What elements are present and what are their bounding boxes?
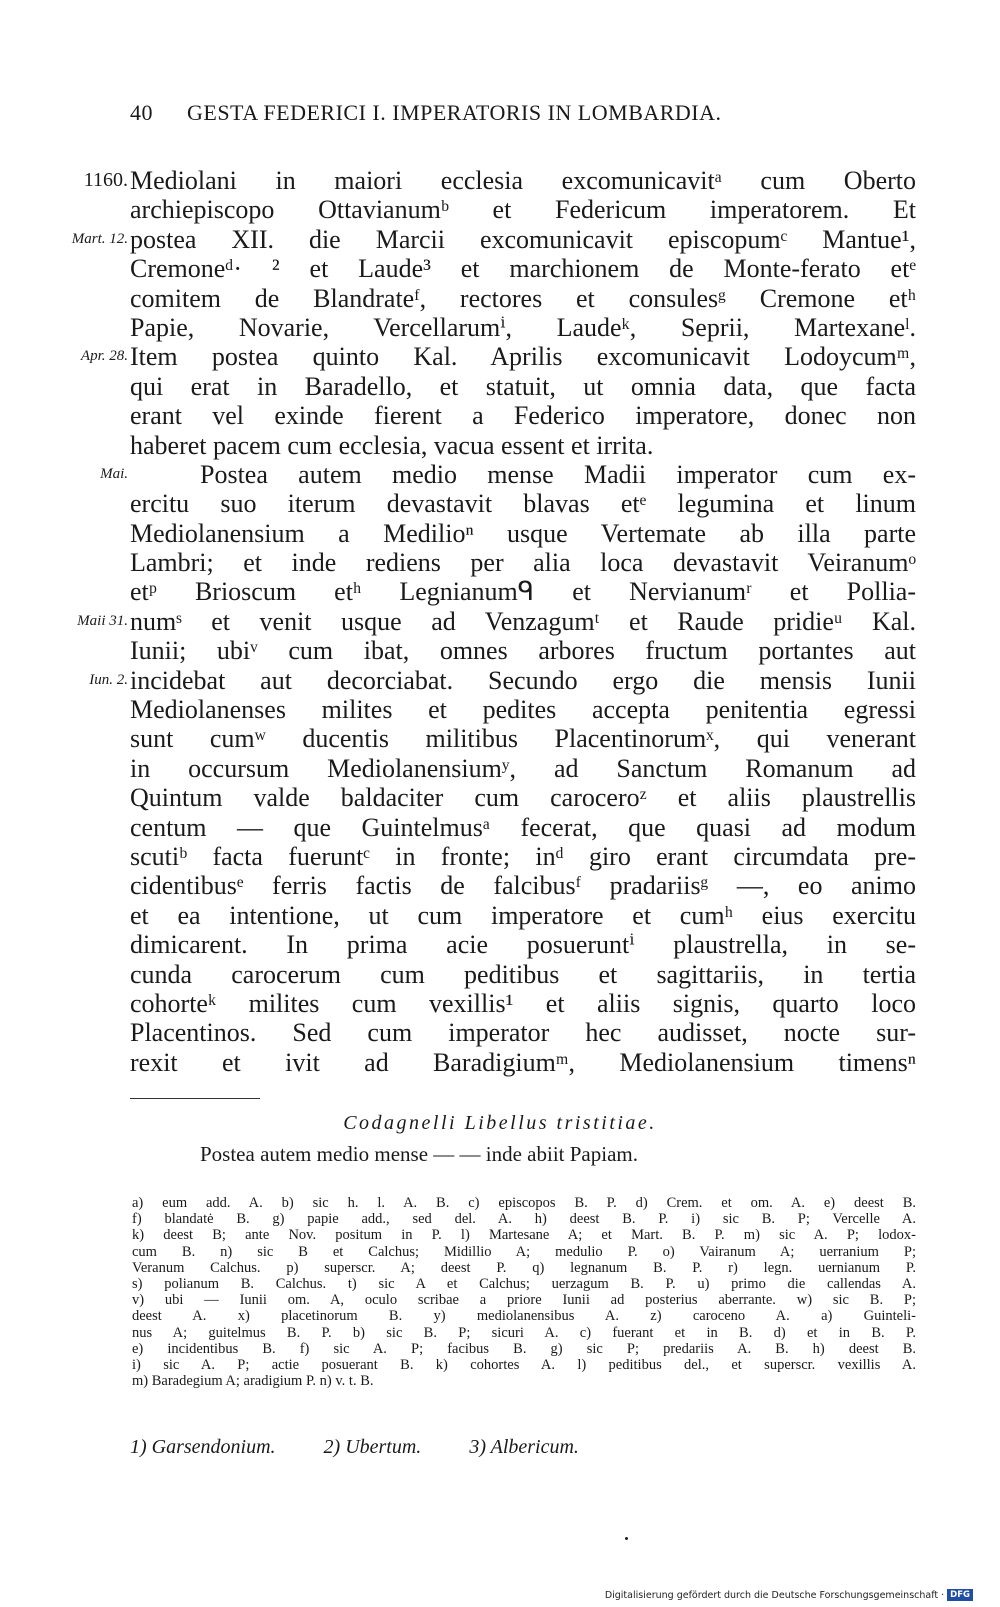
- apparatus-line: deest A. x) placetinorum B. y) mediolanensibus A. z) caroceno A. a) Guinteli-: [132, 1308, 916, 1325]
- line-text: sunt cumʷ ducentis militibus Placentinorumˣ, qui venerant: [130, 724, 916, 754]
- line-text: Quintum valde baldaciter cum caroceroᶻ et aliis plaustrellis: [130, 783, 916, 813]
- line-text: Iunii; ubiᵛ cum ibat, omnes arbores fructum portantes aut: [130, 636, 916, 666]
- dfg-logo: DFG: [947, 1589, 973, 1601]
- line-text: cidentibusᵉ ferris factis de falcibusᶠ pradariisᵍ —, eo animo: [130, 871, 916, 901]
- line-text: in occursum Mediolanensiumʸ, ad Sanctum Romanum ad: [130, 753, 916, 783]
- apparatus-line: cum B. n) sic B et Calchus; Midillio A; medulio P. o) Vairanum A; uerranium P;: [132, 1243, 916, 1260]
- line-text: etᵖ Brioscum etʰ Legnianumᑫ et Nervianumʳ et Pollia-: [130, 577, 916, 607]
- apparatus-line: a) eum add. A. b) sic h. l. A. B. c) episcopos B. P. d) Crem. et om. A. e) deest B.: [132, 1195, 916, 1211]
- margin-date: Mart. 12.: [71, 230, 128, 247]
- line-text: Item postea quinto Kal. Aprilis excomunicavit Lodoycumᵐ,: [130, 342, 916, 372]
- line-text: Postea autem medio mense Madii imperator cum ex-: [200, 459, 916, 489]
- apparatus-line: i) sic A. P; actie posuerant B. k) cohortes A. l) peditibus del., et superscr. vexillis A.: [132, 1356, 916, 1373]
- margin-date: 1160.: [83, 169, 128, 191]
- text-line: [0, 166, 1000, 195]
- text-line: [0, 313, 1000, 342]
- text-line: [0, 960, 1000, 989]
- line-text: qui erat in Baradello, et statuit, ut omnia data, que facta: [130, 371, 916, 401]
- apparatus-line: k) deest B; ante Nov. positum in P. l) Martesane A; et Mart. B. P. m) sic A. P; lodox-: [132, 1227, 916, 1244]
- text-line: [0, 636, 1000, 665]
- line-text: et ea intentione, ut cum imperatore et cumʰ eius exercitu: [130, 900, 916, 930]
- digitization-credit: [605, 1589, 973, 1601]
- text-line: [0, 695, 1000, 724]
- apparatus-line: Veranum Calchus. p) superscr. A; deest P. q) legnanum B. P. r) legn. uernianum P.: [132, 1259, 916, 1276]
- line-text: haberet pacem cum ecclesia, vacua essent et irrita.: [130, 430, 654, 460]
- line-text: rexit et ivit ad Baradigiumᵐ, Mediolanensium timensⁿ: [130, 1047, 916, 1077]
- text-line: [0, 372, 1000, 401]
- text-line: [0, 930, 1000, 959]
- text-line: [0, 724, 1000, 753]
- apparatus-line: v) ubi — Iunii om. A, oculo scribae a priore Iunii ad posterius aberrante. w) sic B. P;: [132, 1292, 916, 1309]
- running-header: [130, 100, 860, 126]
- text-line: [0, 871, 1000, 900]
- line-text: Placentinos. Sed cum imperator hec audisset, nocte sur-: [130, 1018, 916, 1048]
- text-line: [0, 489, 1000, 518]
- text-line: [0, 342, 1000, 371]
- footnote: 3) Albericum.: [469, 1436, 579, 1458]
- line-text: comitem de Blandrateᶠ, rectores et consulesᵍ Cremone etʰ: [130, 283, 916, 313]
- text-line: [0, 901, 1000, 930]
- line-text: incidebat aut decorciabat. Secundo ergo die mensis Iunii: [130, 665, 916, 695]
- stray-dot: [625, 1537, 628, 1540]
- main-text: [0, 166, 1000, 1077]
- line-text: Mediolanensium a Medilioⁿ usque Vertemate ab illa parte: [130, 518, 916, 548]
- line-text: scutiᵇ facta fueruntᶜ in fronte; inᵈ giro erant circumdata pre-: [130, 841, 916, 871]
- text-line: [0, 1018, 1000, 1047]
- footnote: 2) Ubertum.: [323, 1436, 422, 1458]
- line-text: archiepiscopo Ottavianumᵇ et Federicum imperatorem. Et: [130, 195, 916, 225]
- apparatus-line: m) Baradegium A; aradigium P. n) v. t. B.: [132, 1373, 374, 1390]
- line-text: Mediolani in maiori ecclesia excomunicavitᵃ cum Oberto: [130, 166, 916, 195]
- margin-date: Iun. 2.: [89, 671, 128, 688]
- line-text: dimicarent. In prima acie posueruntⁱ plaustrella, in se-: [130, 930, 916, 960]
- text-line: [0, 842, 1000, 871]
- text-line: [0, 195, 1000, 224]
- margin-date: Mai.: [100, 465, 128, 482]
- apparatus-line: s) polianum B. Calchus. t) sic A et Calchus; uerzagum B. P. u) primo die callendas A.: [132, 1275, 916, 1292]
- text-line: [0, 1048, 1000, 1077]
- line-text: Papie, Novarie, Vercellarumⁱ, Laudeᵏ, Seprii, Martexaneˡ.: [130, 312, 916, 342]
- line-text: cohorteᵏ milites cum vexillis¹ et aliis signis, quarto loco: [130, 988, 916, 1018]
- apparatus-line: nus A; guitelmus B. P. b) sic B. P; sicuri A. c) fuerant et in B. d) et in B. P.: [132, 1324, 916, 1341]
- text-line: [0, 401, 1000, 430]
- footnotes: [130, 1436, 627, 1459]
- line-text: ercitu suo iterum devastavit blavas etᵉ legumina et linum: [130, 489, 916, 519]
- parallel-source-text: Postea autem medio mense — — inde abiit Papiam.: [200, 1142, 638, 1166]
- line-text: centum — que Guintelmusᵃ fecerat, que quasi ad modum: [130, 812, 916, 842]
- apparatus-line: f) blandatė B. g) papie add., sed del. A. h) deest B. P. i) sic B. P; Vercelle A.: [132, 1211, 916, 1228]
- line-text: Lambri; et inde rediens per alia loca devastavit Veiranumᵒ: [130, 548, 916, 578]
- line-text: Cremoneᵈ· ² et Laude³ et marchionem de Monte-ferato etᵉ: [130, 254, 916, 284]
- apparatus-line: e) incidentibus B. f) sic A. P; facibus B. g) sic P; predariis A. B. h) deest B.: [132, 1340, 916, 1357]
- line-text: cunda carocerum cum peditibus et sagittariis, in tertia: [130, 959, 916, 989]
- line-text: erant vel exinde fierent a Federico imperatore, donec non: [130, 401, 916, 431]
- text-line: [0, 754, 1000, 783]
- text-line: [0, 460, 1000, 489]
- text-line: [0, 666, 1000, 695]
- running-title: GESTA FEDERICI I. IMPERATORIS IN LOMBARDIA.: [187, 100, 722, 125]
- line-text: numˢ et venit usque ad Venzagumᵗ et Raude pridieᵘ Kal.: [130, 606, 916, 636]
- line-text: Mediolanenses milites et pedites accepta penitentia egressi: [130, 695, 916, 725]
- text-line: [0, 989, 1000, 1018]
- line-text: postea XII. die Marcii excomunicavit episcopumᶜ Mantue¹,: [130, 224, 916, 254]
- text-line: [0, 284, 1000, 313]
- critical-apparatus: [132, 1195, 916, 1389]
- text-line: [0, 548, 1000, 577]
- text-line: [0, 783, 1000, 812]
- footnote: 1) Garsendonium.: [130, 1436, 276, 1458]
- text-line: [0, 431, 1000, 460]
- page-number: 40: [130, 100, 153, 125]
- text-line: [0, 254, 1000, 283]
- text-line: [0, 225, 1000, 254]
- text-line: [0, 577, 1000, 606]
- separator-rule: [130, 1098, 260, 1099]
- parallel-source-title: Codagnelli Libellus tristitiae.: [343, 1112, 657, 1134]
- text-line: [0, 813, 1000, 842]
- credit-text: Digitalisierung gefördert durch die Deutsche Forschungsgemeinschaft ·: [604, 1589, 945, 1601]
- text-line: [0, 519, 1000, 548]
- margin-date: Apr. 28.: [80, 348, 128, 365]
- margin-date: Maii 31.: [77, 612, 128, 629]
- text-line: [0, 607, 1000, 636]
